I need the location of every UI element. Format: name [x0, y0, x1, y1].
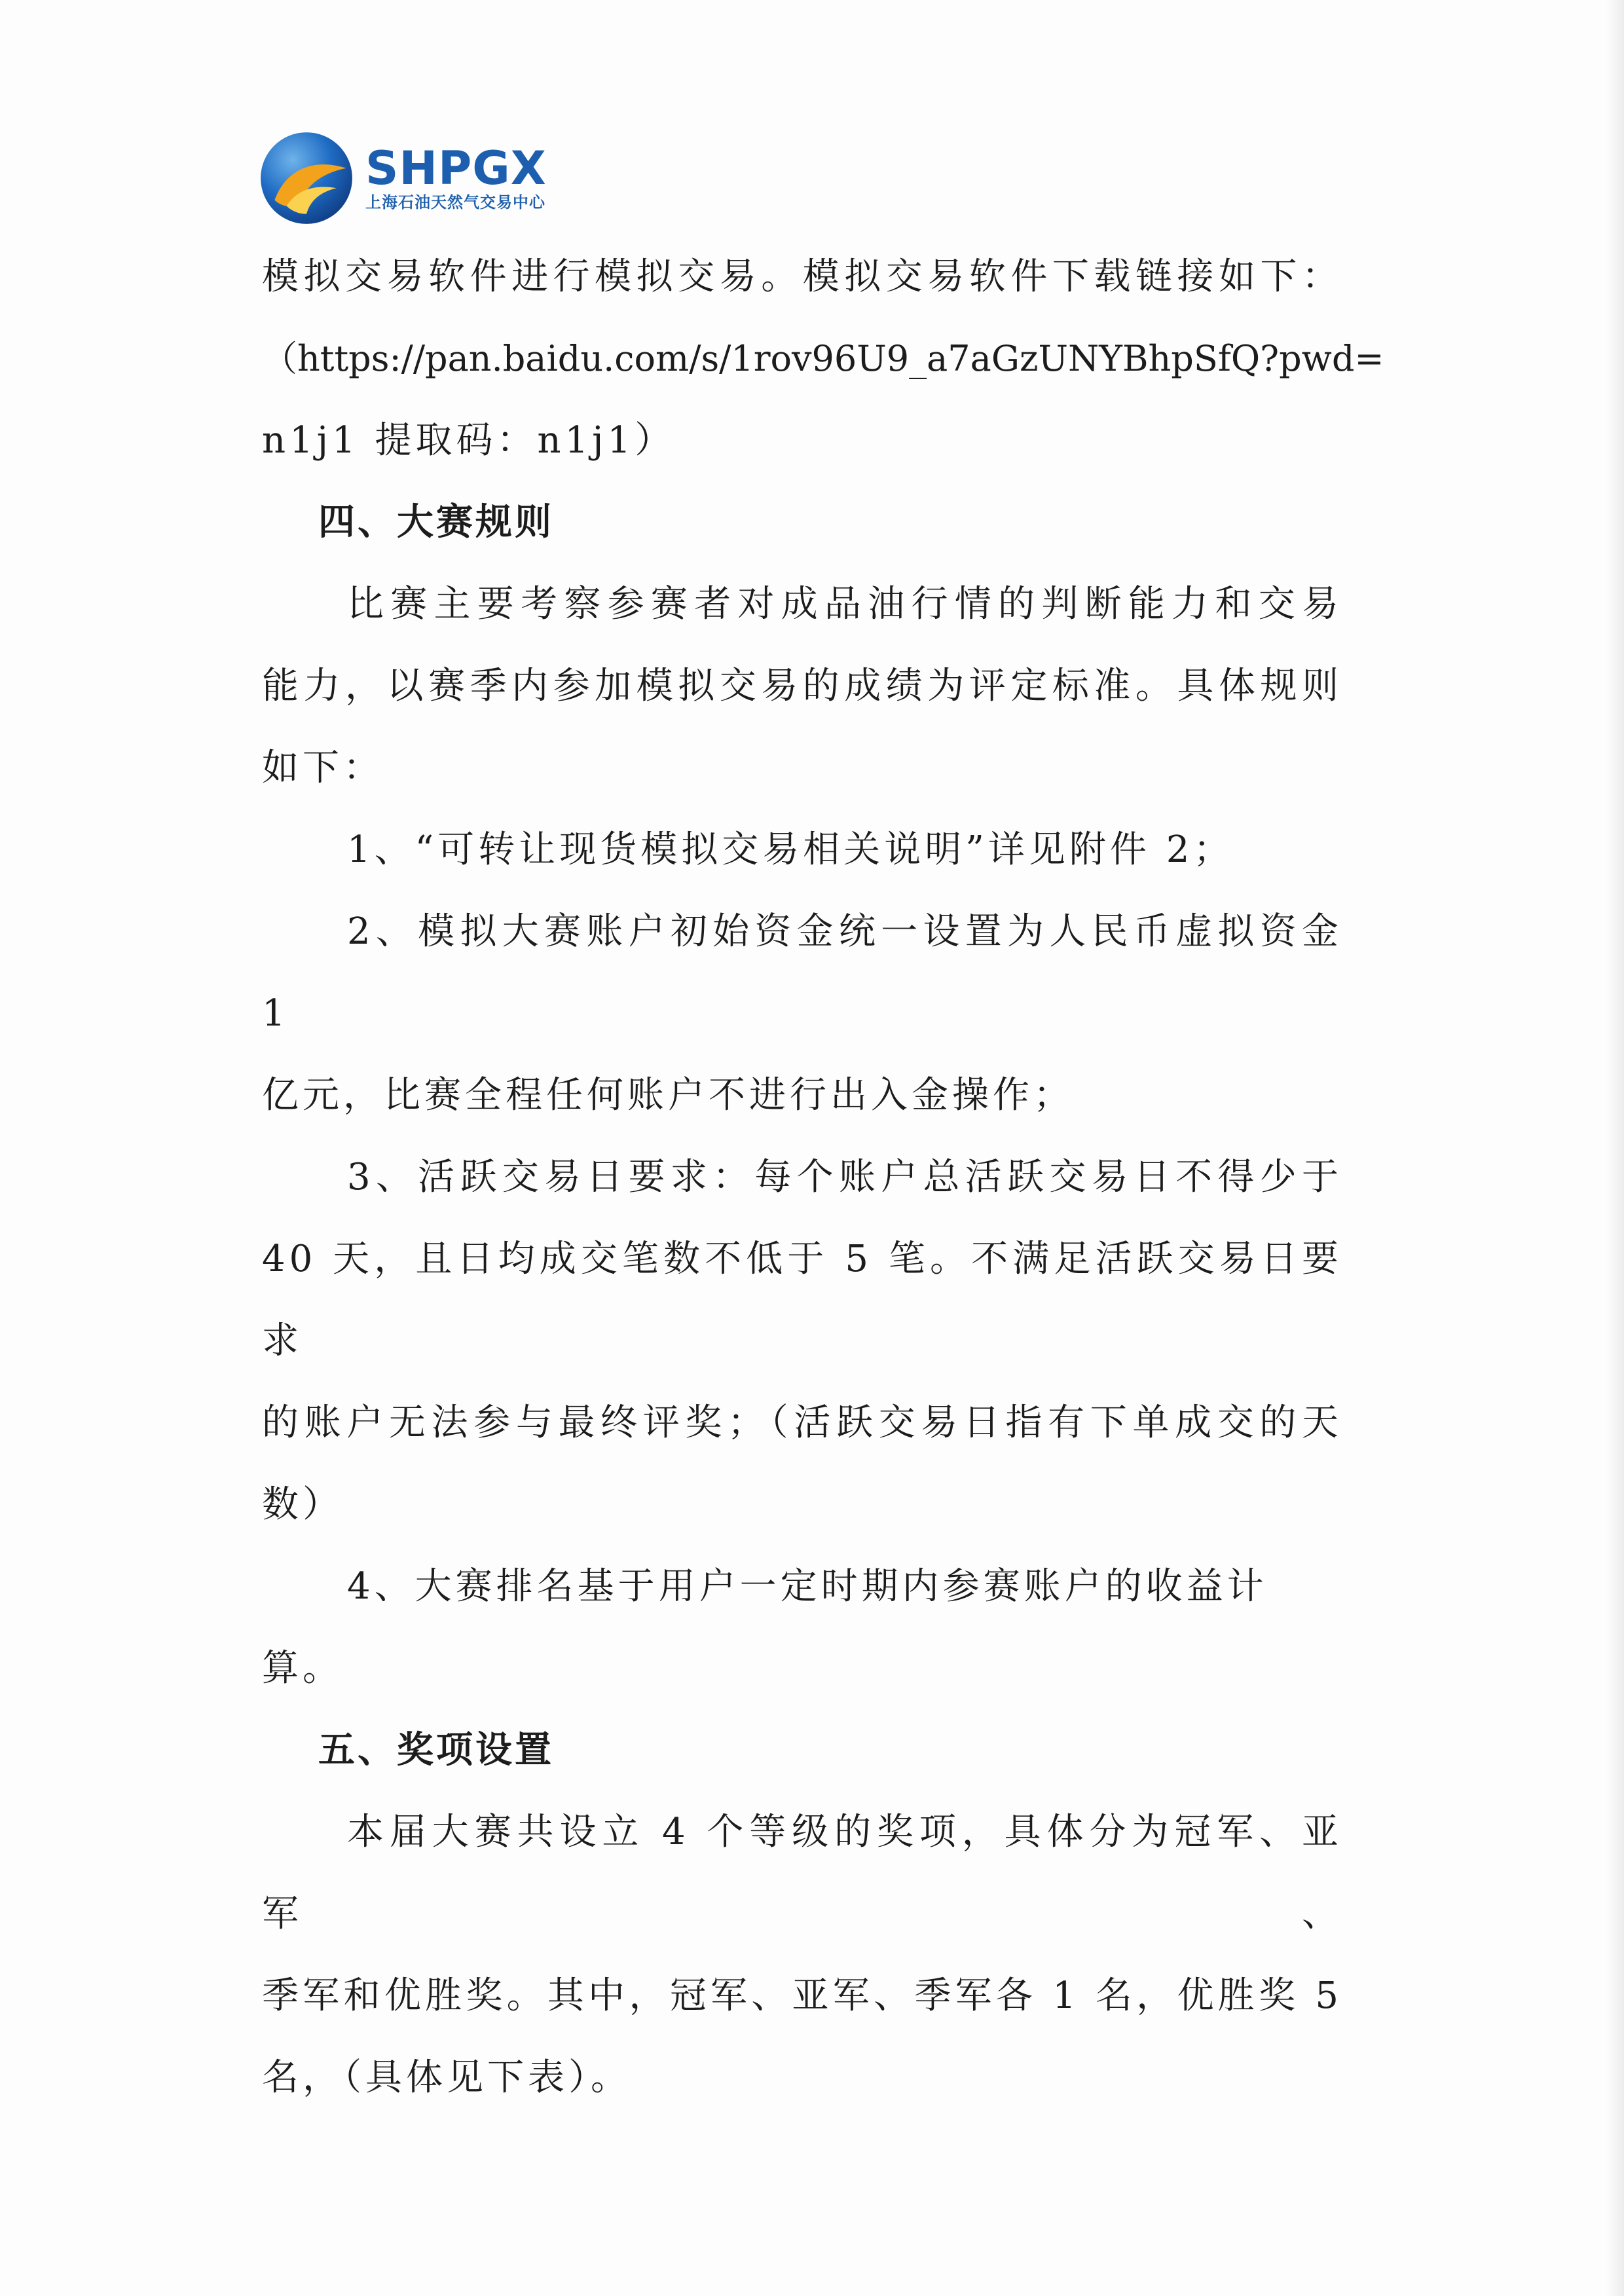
logo-subtitle: 上海石油天然气交易中心: [365, 193, 545, 212]
text-line: 本届大赛共设立 4 个等级的奖项，具体分为冠军、亚军、: [262, 1811, 1342, 1935]
rule-item: 4、大赛排名基于用户一定时期内参赛账户的收益计算。: [262, 1565, 1268, 1690]
text-line: 如下：: [262, 747, 384, 789]
shpgx-logo-icon: [257, 128, 356, 228]
text-line: 的账户无法参与最终评奖；（活跃交易日指有下单成交的天: [262, 1401, 1342, 1444]
scan-edge-shadow: [1606, 0, 1624, 2296]
section-heading-awards: 五、奖项设置: [318, 1729, 554, 1771]
shpgx-logo: [257, 128, 547, 228]
logo-wordmark: SHPGX: [365, 141, 547, 195]
rule-item: 1、“可转让现货模拟交易相关说明”详见附件 2；: [347, 828, 1234, 871]
text-line: 名，（具体见下表）。: [262, 2056, 631, 2099]
text-line: 季军和优胜奖。其中，冠军、亚军、季军各 1 名，优胜奖 5: [262, 1974, 1342, 2017]
text-line: 40 天，且日均成交笔数不低于 5 笔。不满足活跃交易日要求: [262, 1238, 1342, 1362]
download-link[interactable]: （https://pan.baidu.com/s/1rov96U9_a7aGzUNYBhpSfQ?pwd=: [262, 338, 1384, 379]
section-heading-rules: 四、大赛规则: [318, 501, 554, 544]
text-line: n1j1 提取码：n1j1）: [262, 419, 676, 462]
rule-item: 2、模拟大赛账户初始资金统一设置为人民币虚拟资金 1: [262, 910, 1342, 1035]
text-line: 比赛主要考察参赛者对成品油行情的判断能力和交易: [347, 583, 1342, 625]
text-line: 亿元，比赛全程任何账户不进行出入金操作；: [262, 1074, 1074, 1117]
text-line: 数）: [262, 1483, 343, 1526]
rule-item: 3、活跃交易日要求：每个账户总活跃交易日不得少于: [347, 1156, 1342, 1198]
document-body: [262, 236, 1384, 2119]
text-line: 能力，以赛季内参加模拟交易的成绩为评定标准。具体规则: [262, 665, 1342, 707]
text-line: 模拟交易软件进行模拟交易。模拟交易软件下载链接如下：: [262, 255, 1342, 298]
